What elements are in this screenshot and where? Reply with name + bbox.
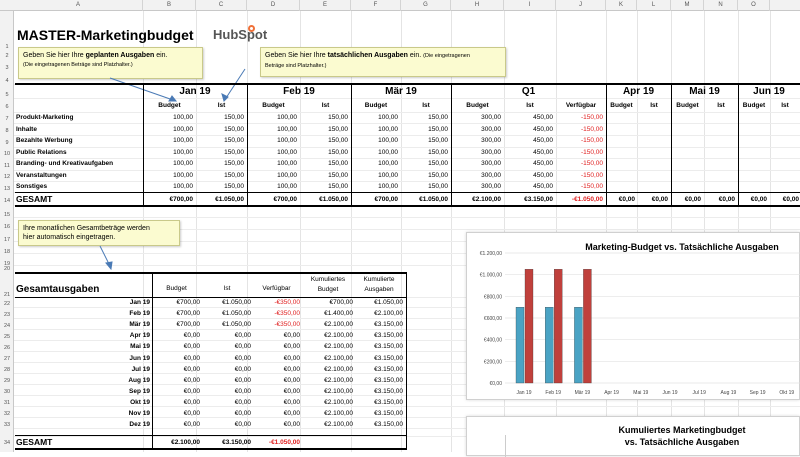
column-header-M[interactable]: M xyxy=(671,0,704,11)
summary-cell: €0,00 xyxy=(283,343,300,351)
total-label: GESAMT xyxy=(16,194,53,204)
category-label: Produkt-Marketing xyxy=(16,114,74,121)
budget-cell[interactable]: 300,00 xyxy=(481,114,501,121)
summary-cell: €0,00 xyxy=(283,365,300,373)
budget-cell[interactable]: 100,00 xyxy=(378,183,398,190)
summary-cell: €3.150,00 xyxy=(374,332,403,340)
column-header-E[interactable]: E xyxy=(300,0,351,11)
summary-month: Mär 19 xyxy=(129,321,150,329)
summary-cell: €0,00 xyxy=(183,365,200,373)
summary-total-label: GESAMT xyxy=(16,437,53,447)
row-header-19[interactable]: 19 xyxy=(3,261,11,267)
summary-cell: €2.100,00 xyxy=(324,343,353,351)
sub-header-budget: Budget xyxy=(262,102,285,109)
chart1-ytick: €600,00 xyxy=(483,316,502,322)
summary-total-cell: €2.100,00 xyxy=(171,439,200,446)
row-header-5[interactable]: 5 xyxy=(5,92,9,98)
budget-cell[interactable]: 150,00 xyxy=(328,148,348,156)
category-label: Public Relations xyxy=(16,148,67,156)
chart1-xtick: Sep 19 xyxy=(749,390,766,396)
summary-cell: -€350,00 xyxy=(274,321,300,329)
row-header-18[interactable]: 18 xyxy=(3,249,11,255)
summary-month: Aug 19 xyxy=(128,376,150,384)
column-header-K[interactable]: K xyxy=(606,0,637,11)
summary-cell: €0,00 xyxy=(183,421,200,429)
summary-total-cell: €3.150,00 xyxy=(222,439,251,446)
note-planned-bold: geplanten Ausgaben xyxy=(85,52,155,59)
budget-cell[interactable]: 150,00 xyxy=(224,160,244,167)
budget-cell[interactable]: 100,00 xyxy=(277,183,297,190)
budget-cell[interactable]: 100,00 xyxy=(378,148,398,156)
summary-cell: €0,00 xyxy=(283,421,300,429)
summary-month: Sep 19 xyxy=(129,387,150,395)
summary-cell: €0,00 xyxy=(234,421,251,429)
chart2-title-line2: vs. Tatsächliche Ausgaben xyxy=(624,437,740,447)
summary-cell: €2.100,00 xyxy=(324,332,353,340)
chart1-plot xyxy=(467,233,800,401)
budget-cell[interactable]: 150,00 xyxy=(328,125,348,133)
note-monthly-line2: hier automatisch eingetragen. xyxy=(23,234,116,241)
row-header-17[interactable]: 17 xyxy=(3,237,11,243)
summary-total-top xyxy=(15,435,407,436)
summary-cell: €0,00 xyxy=(283,354,300,362)
summary-cell: €0,00 xyxy=(183,410,200,417)
month-header: Feb 19 xyxy=(283,86,315,97)
total-cell: €0,00 xyxy=(718,196,735,203)
chart1-xtick: Jun 19 xyxy=(662,390,678,396)
column-header-G[interactable]: G xyxy=(401,0,451,11)
summary-header: Kumulierte Ausgaben xyxy=(363,276,395,293)
summary-total-bottom xyxy=(15,448,407,450)
total-cell: €0,00 xyxy=(782,196,799,203)
summary-cell: €1.400,00 xyxy=(324,310,353,318)
summary-cell: -€350,00 xyxy=(274,310,300,318)
note-actual-small1: (Die eingetragenen xyxy=(423,53,470,59)
summary-month: Okt 19 xyxy=(130,398,150,406)
total-cell: €700,00 xyxy=(273,196,297,203)
row-header-28[interactable]: 28 xyxy=(3,367,11,373)
budget-cell[interactable]: 150,00 xyxy=(328,114,348,121)
summary-cell: €0,00 xyxy=(234,398,251,406)
note-monthly-line1: Ihre monatlichen Gesamtbeträge werden xyxy=(23,225,150,232)
column-header-N[interactable]: N xyxy=(704,0,738,11)
chart1-bar xyxy=(516,307,524,383)
month-header: Jun 19 xyxy=(753,86,785,97)
summary-cell: €700,00 xyxy=(176,310,200,318)
chart1-bar xyxy=(554,269,562,383)
row-header-16[interactable]: 16 xyxy=(3,224,11,230)
column-header-A[interactable]: A xyxy=(14,0,143,11)
sub-header-budget: Budget xyxy=(676,102,699,109)
row-header-7[interactable]: 7 xyxy=(5,116,9,122)
summary-cell: €3.150,00 xyxy=(374,398,403,406)
row-header-1[interactable]: 1 xyxy=(5,44,9,50)
budget-cell[interactable]: 150,00 xyxy=(428,125,448,133)
row-header-24[interactable]: 24 xyxy=(3,323,11,329)
budget-cell[interactable]: 450,00 xyxy=(533,137,553,144)
budget-cell[interactable]: 150,00 xyxy=(428,160,448,167)
total-cell: €700,00 xyxy=(374,196,398,203)
budget-cell[interactable]: 150,00 xyxy=(428,137,448,144)
note-planned-post: ein. xyxy=(154,52,168,59)
budget-cell[interactable]: 100,00 xyxy=(173,171,193,179)
budget-cell[interactable]: 300,00 xyxy=(481,160,501,167)
chart1-ytick: €200,00 xyxy=(483,359,502,366)
note-planned-pre: Geben Sie hier Ihre xyxy=(23,52,86,59)
row-header-29[interactable]: 29 xyxy=(3,378,11,384)
budget-cell[interactable]: 150,00 xyxy=(328,171,348,179)
budget-cell[interactable]: 150,00 xyxy=(328,137,348,144)
summary-header: Ist xyxy=(223,285,231,292)
row-header-27[interactable]: 27 xyxy=(3,356,11,362)
chart1-ytick: €1.200,00 xyxy=(479,251,502,257)
budget-cell[interactable]: -150,00 xyxy=(580,125,603,133)
summary-cell: €2.100,00 xyxy=(324,421,353,429)
summary-cell: €0,00 xyxy=(283,410,300,417)
total-cell: €1.050,00 xyxy=(319,196,348,203)
chart1-title: Marketing-Budget vs. Tatsächliche Ausgaben xyxy=(585,242,779,252)
summary-cell: €2.100,00 xyxy=(374,310,403,318)
sub-header-ist: Ist xyxy=(321,102,330,109)
summary-cell: €1.050,00 xyxy=(222,321,251,329)
note-actual-post: ein. xyxy=(407,52,422,59)
category-label: Inhalte xyxy=(16,125,37,133)
sub-header-ist: Ist xyxy=(650,102,658,109)
budget-cell[interactable]: 100,00 xyxy=(173,183,193,190)
row-header-20[interactable]: 20 xyxy=(3,266,11,272)
row-header-11[interactable]: 11 xyxy=(4,163,10,169)
column-header-J[interactable]: J xyxy=(556,0,606,11)
table-total-top-border xyxy=(15,192,800,193)
summary-cell: €1.050,00 xyxy=(222,299,251,306)
sub-header-ist: Ist xyxy=(217,102,226,109)
row-header-3[interactable]: 3 xyxy=(5,65,9,71)
budget-cell[interactable]: 150,00 xyxy=(428,148,448,156)
chart-cumulative[interactable] xyxy=(466,416,800,456)
budget-cell[interactable]: -150,00 xyxy=(580,171,603,179)
summary-cell: €0,00 xyxy=(283,376,300,384)
summary-month: Jul 19 xyxy=(131,365,150,373)
summary-cell: €3.150,00 xyxy=(374,343,403,351)
note-actual-small2: Beträge sind Platzhalter.) xyxy=(265,63,327,69)
total-cell: €0,00 xyxy=(651,196,668,203)
sub-header-budget: Budget xyxy=(742,102,766,109)
summary-month: Dez 19 xyxy=(129,421,150,429)
summary-cell: €2.100,00 xyxy=(324,387,353,395)
category-label: Bezahlte Werbung xyxy=(16,137,73,144)
summary-cell: €2.100,00 xyxy=(324,376,353,384)
summary-month: Feb 19 xyxy=(129,310,150,318)
budget-cell[interactable]: 450,00 xyxy=(533,125,553,133)
summary-right-border xyxy=(406,272,407,449)
chart1-xtick: Feb 19 xyxy=(545,390,561,396)
row-header-14[interactable]: 14 xyxy=(3,198,11,204)
budget-cell[interactable]: 150,00 xyxy=(428,114,448,121)
summary-header: Kumuliertes Budget xyxy=(310,276,346,293)
month-header: Jan 19 xyxy=(179,86,211,97)
summary-cell: €700,00 xyxy=(176,321,200,329)
summary-cell: €2.100,00 xyxy=(324,410,353,417)
budget-cell[interactable]: 300,00 xyxy=(481,125,501,133)
sub-header-budget: Budget xyxy=(466,102,489,109)
sheet-title: MASTER-Marketingbudget xyxy=(17,27,194,43)
column-header-I[interactable]: I xyxy=(504,0,556,11)
row-header-34[interactable]: 34 xyxy=(3,440,11,446)
budget-cell[interactable]: 100,00 xyxy=(173,125,193,133)
chart1-ytick: €400,00 xyxy=(483,337,502,344)
budget-cell[interactable]: 100,00 xyxy=(277,171,297,179)
budget-cell[interactable]: 100,00 xyxy=(277,114,297,121)
budget-cell[interactable]: 100,00 xyxy=(378,114,398,121)
summary-cell: €0,00 xyxy=(234,365,251,373)
summary-top-border xyxy=(15,272,407,274)
row-header-30[interactable]: 30 xyxy=(3,389,11,395)
summary-total-cell: -€1.050,00 xyxy=(268,439,300,446)
chart1-xtick: Jul 19 xyxy=(692,390,706,396)
total-cell: -€1.050,00 xyxy=(571,196,603,203)
chart-budget-vs-actual[interactable] xyxy=(466,232,800,400)
note-planned-small: (Die eingetragenen Beträge sind Platzhalter.) xyxy=(23,62,133,68)
chart2-axis xyxy=(505,435,506,457)
column-header-H[interactable]: H xyxy=(451,0,504,11)
budget-cell[interactable]: -150,00 xyxy=(580,183,603,190)
budget-cell[interactable]: -150,00 xyxy=(580,148,603,156)
sub-header-budget: Budget xyxy=(364,102,388,109)
total-cell: €0,00 xyxy=(618,196,635,203)
row-header-32[interactable]: 32 xyxy=(3,411,11,417)
summary-cell: €0,00 xyxy=(234,376,251,384)
note-actual-pre: Geben Sie hier Ihre xyxy=(265,52,328,59)
chart1-xtick: Apr 19 xyxy=(604,390,619,396)
summary-cell: €2.100,00 xyxy=(324,321,353,329)
row-header-26[interactable]: 26 xyxy=(3,345,11,351)
category-label: Veranstaltungen xyxy=(16,171,67,179)
row-header-4[interactable]: 4 xyxy=(5,78,9,84)
row-header-6[interactable]: 6 xyxy=(5,104,9,110)
budget-cell[interactable]: 150,00 xyxy=(224,125,244,133)
summary-cell: €0,00 xyxy=(234,354,251,362)
budget-cell[interactable]: 300,00 xyxy=(481,137,501,144)
budget-cell[interactable]: 450,00 xyxy=(533,183,553,190)
budget-cell[interactable]: 100,00 xyxy=(378,125,398,133)
row-header-31[interactable]: 31 xyxy=(3,400,11,406)
summary-cell: €3.150,00 xyxy=(374,421,403,429)
total-cell: €1.050,00 xyxy=(419,196,448,203)
budget-cell[interactable]: 150,00 xyxy=(224,137,244,144)
budget-cell[interactable]: 100,00 xyxy=(378,171,398,179)
summary-cell: €0,00 xyxy=(283,332,300,340)
budget-cell[interactable]: -150,00 xyxy=(580,137,603,144)
chart1-xtick: Aug 19 xyxy=(720,390,737,396)
summary-month: Apr 19 xyxy=(129,332,150,340)
sub-header-ist: Ist xyxy=(526,102,534,109)
column-header-B[interactable]: B xyxy=(143,0,196,11)
summary-cell: €0,00 xyxy=(283,387,300,395)
month-header: Apr 19 xyxy=(622,86,655,97)
summary-cell: €700,00 xyxy=(329,299,353,306)
budget-cell[interactable]: 100,00 xyxy=(378,137,398,144)
budget-cell[interactable]: 100,00 xyxy=(173,160,193,167)
budget-cell[interactable]: -150,00 xyxy=(580,114,603,121)
chart1-xtick: Mai 19 xyxy=(633,390,649,396)
summary-cell: €0,00 xyxy=(234,387,251,395)
sub-header-verf: Verfügbar xyxy=(565,102,597,109)
month-header: Mär 19 xyxy=(385,86,417,97)
summary-cell: €700,00 xyxy=(176,299,200,306)
column-header-F[interactable]: F xyxy=(351,0,401,11)
category-label: Branding- und Kreativaufgaben xyxy=(16,160,114,167)
row-header-2[interactable]: 2 xyxy=(5,53,9,59)
budget-cell[interactable]: 450,00 xyxy=(533,160,553,167)
month-header: Q1 xyxy=(521,86,536,97)
sub-header-ist: Ist xyxy=(781,102,789,109)
summary-cell: €0,00 xyxy=(234,343,251,351)
summary-cell: €3.150,00 xyxy=(374,410,403,417)
budget-cell[interactable]: 100,00 xyxy=(173,148,193,156)
row-header-8[interactable]: 8 xyxy=(5,128,9,134)
logo-text: HubSpot xyxy=(213,27,268,42)
chart1-xtick: Jan 19 xyxy=(516,390,532,396)
total-cell: €1.050,00 xyxy=(215,196,244,203)
chart1-ytick: €1.000,00 xyxy=(479,272,502,279)
summary-title: Gesamtausgaben xyxy=(16,284,100,295)
row-header-25[interactable]: 25 xyxy=(3,334,11,340)
month-header: Mai 19 xyxy=(689,86,720,97)
budget-cell[interactable]: 150,00 xyxy=(428,183,448,190)
summary-cell: €1.050,00 xyxy=(374,299,403,306)
summary-cell: €3.150,00 xyxy=(374,387,403,395)
summary-header: Budget xyxy=(166,285,187,292)
summary-cell: €1.050,00 xyxy=(222,310,251,318)
row-header-9[interactable]: 9 xyxy=(5,140,9,146)
total-cell: €3.150,00 xyxy=(524,196,553,203)
budget-cell[interactable]: 150,00 xyxy=(224,114,244,121)
chart1-bar xyxy=(583,269,591,383)
budget-cell[interactable]: 450,00 xyxy=(533,171,553,179)
budget-cell[interactable]: 300,00 xyxy=(481,183,501,190)
summary-month: Jan 19 xyxy=(129,299,150,306)
row-header-22[interactable]: 22 xyxy=(3,301,11,307)
budget-cell[interactable]: 150,00 xyxy=(428,171,448,179)
summary-cell: €3.150,00 xyxy=(374,354,403,362)
budget-cell[interactable]: -150,00 xyxy=(580,160,603,167)
summary-cell: €2.100,00 xyxy=(324,398,353,406)
budget-cell[interactable]: 450,00 xyxy=(533,114,553,121)
summary-cell: €2.100,00 xyxy=(324,365,353,373)
summary-month: Jun 19 xyxy=(129,354,150,362)
budget-cell[interactable]: 450,00 xyxy=(533,148,553,156)
chart2-title-line1: Kumuliertes Marketingbudget xyxy=(618,425,746,435)
total-cell: €700,00 xyxy=(169,196,193,203)
budget-cell[interactable]: 100,00 xyxy=(277,137,297,144)
sub-header-budget: Budget xyxy=(158,102,181,109)
summary-cell: €3.150,00 xyxy=(374,365,403,373)
chart1-xtick: Okt 19 xyxy=(779,390,795,396)
summary-cell: €0,00 xyxy=(183,354,200,362)
summary-cell: €0,00 xyxy=(183,332,200,340)
budget-cell[interactable]: 100,00 xyxy=(378,160,398,167)
budget-cell[interactable]: 150,00 xyxy=(328,183,348,190)
column-header-O[interactable]: O xyxy=(738,0,770,11)
summary-cell: €0,00 xyxy=(183,343,200,351)
note-actual-bold: tatsächlichen Ausgaben xyxy=(327,52,408,59)
summary-cell: €0,00 xyxy=(183,376,200,384)
total-cell: €2.100,00 xyxy=(472,196,501,203)
row-header-12[interactable]: 12 xyxy=(3,174,11,180)
summary-cell: €3.150,00 xyxy=(374,321,403,329)
summary-cell: €0,00 xyxy=(283,398,300,406)
summary-cell: €0,00 xyxy=(234,410,251,417)
budget-cell[interactable]: 100,00 xyxy=(277,160,297,167)
chart1-xtick: Mär 19 xyxy=(574,390,591,396)
arrow-monthly-head xyxy=(106,262,112,269)
column-header-C[interactable]: C xyxy=(196,0,247,11)
summary-cell: €0,00 xyxy=(234,332,251,340)
sub-header-ist: Ist xyxy=(422,102,430,109)
budget-cell[interactable]: 150,00 xyxy=(224,171,244,179)
row-header-10[interactable]: 10 xyxy=(3,151,11,157)
summary-cell: €2.100,00 xyxy=(324,354,353,362)
sub-header-budget: Budget xyxy=(610,102,633,109)
budget-cell[interactable]: 300,00 xyxy=(481,171,501,179)
chart1-bar xyxy=(574,307,582,383)
budget-cell[interactable]: 100,00 xyxy=(277,125,297,133)
category-label: Sonstiges xyxy=(16,183,48,190)
row-header-23[interactable]: 23 xyxy=(3,312,11,318)
sub-header-ist: Ist xyxy=(717,102,725,109)
budget-cell[interactable]: 300,00 xyxy=(481,148,501,156)
summary-month: Nov 19 xyxy=(128,410,150,417)
row-header-21[interactable]: 21 xyxy=(3,292,11,298)
budget-cell[interactable]: 150,00 xyxy=(224,148,244,156)
total-cell: €0,00 xyxy=(750,196,767,203)
budget-cell[interactable]: 100,00 xyxy=(173,137,193,144)
budget-cell[interactable]: 150,00 xyxy=(224,183,244,190)
row-header-33[interactable]: 33 xyxy=(3,422,11,428)
summary-cell: €0,00 xyxy=(183,398,200,406)
row-header-15[interactable]: 15 xyxy=(3,212,11,218)
chart1-bar xyxy=(525,269,533,383)
row-header-13[interactable]: 13 xyxy=(3,186,11,192)
budget-cell[interactable]: 100,00 xyxy=(277,148,297,156)
chart1-ytick: €800,00 xyxy=(483,294,502,301)
summary-cell: €3.150,00 xyxy=(374,376,403,384)
summary-cell: -€350,00 xyxy=(274,299,300,306)
summary-header: Verfügbar xyxy=(262,285,291,292)
budget-cell[interactable]: 150,00 xyxy=(328,160,348,167)
summary-cell: €0,00 xyxy=(183,387,200,395)
chart1-ytick: €0,00 xyxy=(489,381,502,387)
budget-cell[interactable]: 100,00 xyxy=(173,114,193,121)
summary-month: Mai 19 xyxy=(130,343,150,351)
column-header-D[interactable]: D xyxy=(247,0,300,11)
chart1-bar xyxy=(545,307,553,383)
total-cell: €0,00 xyxy=(684,196,701,203)
column-header-L[interactable]: L xyxy=(637,0,671,11)
table-total-bottom-border xyxy=(15,205,800,207)
